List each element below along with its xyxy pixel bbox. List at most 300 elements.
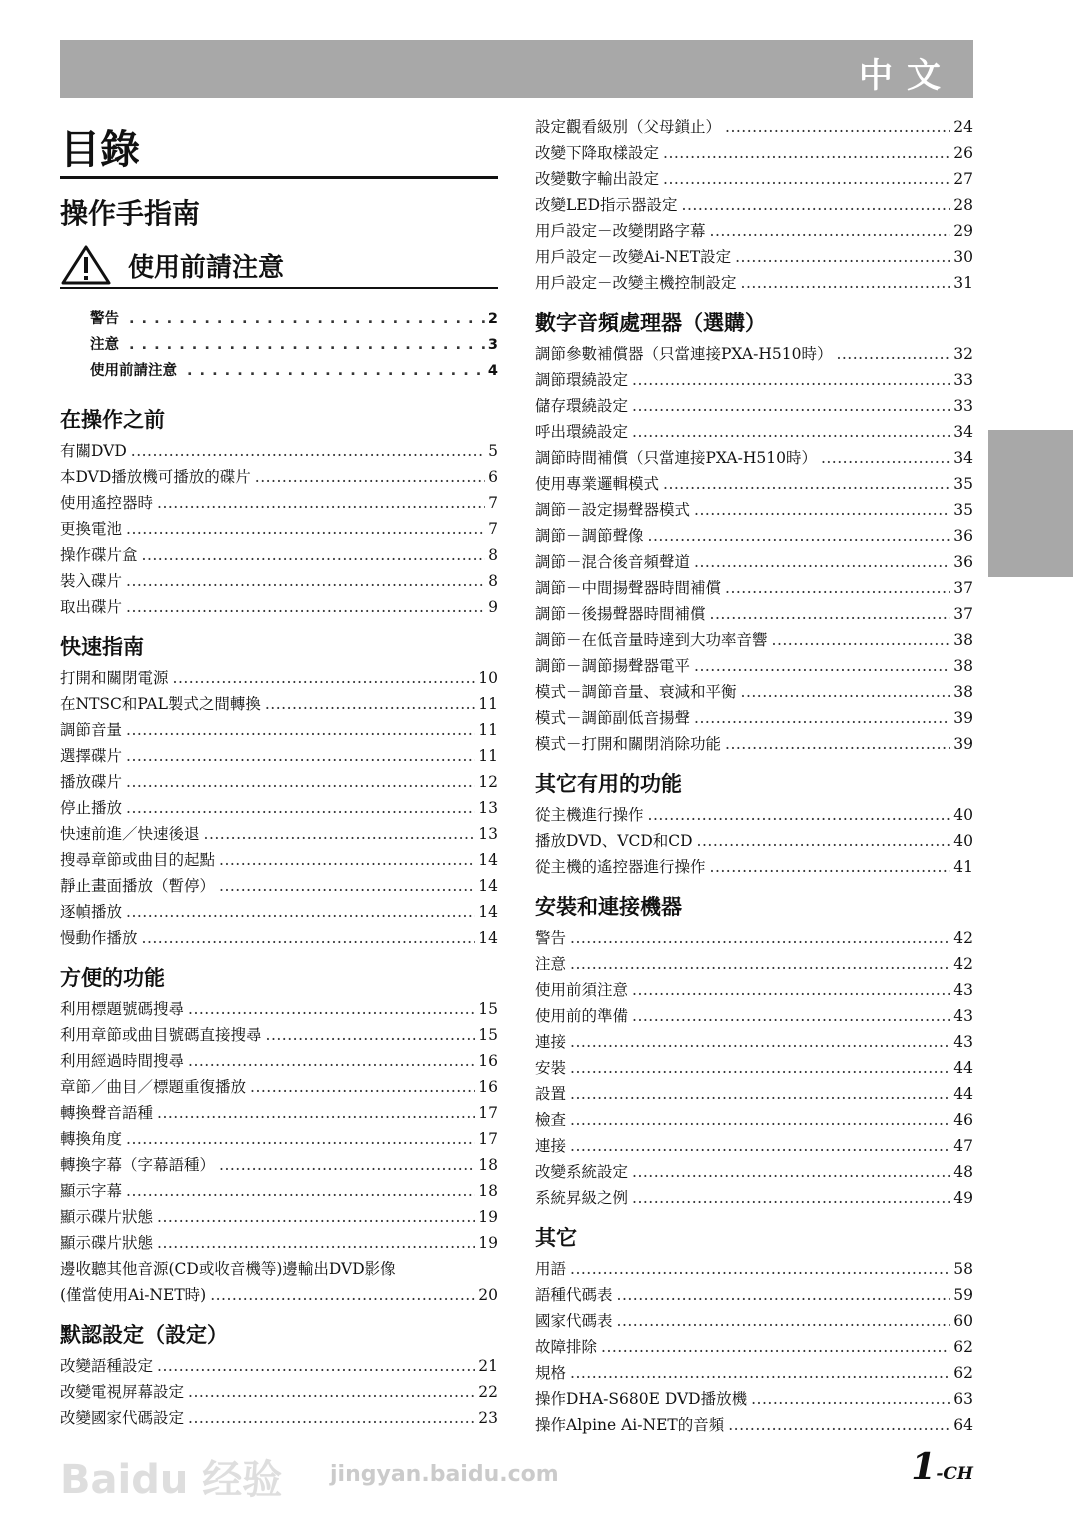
toc-entry[interactable]: 邊收聽其他音源(CD或收音機等)邊輸出DVD影像 bbox=[60, 1260, 396, 1278]
toc-entry[interactable] bbox=[60, 307, 498, 333]
toc-entry-page: 8 bbox=[488, 572, 498, 590]
toc-entry[interactable] bbox=[60, 691, 498, 717]
toc-entry-page: 33 bbox=[953, 397, 973, 415]
toc-entry-label: 從主機的遙控器進行操作 bbox=[535, 858, 706, 876]
toc-entry-page: 10 bbox=[478, 669, 498, 687]
dot-leader bbox=[131, 438, 485, 464]
toc-entry-label: 利用經過時間搜尋 bbox=[60, 1052, 185, 1070]
toc-entry-label: 用戶設定－改變閉路字幕 bbox=[535, 222, 706, 240]
toc-entry-label: 用戶設定－改變主機控制設定 bbox=[535, 274, 737, 292]
toc-entry[interactable] bbox=[60, 542, 498, 568]
toc-entry-page: 2 bbox=[487, 311, 498, 327]
toc-entry-label: 調節－中間揚聲器時間補償 bbox=[535, 579, 722, 597]
toc-entry-label: 注意 bbox=[535, 955, 567, 973]
page-title: 目錄 bbox=[60, 127, 140, 173]
toc-entry-page: 34 bbox=[953, 449, 973, 467]
toc-entry-page: 13 bbox=[478, 799, 498, 817]
toc-entry-page: 46 bbox=[953, 1111, 973, 1129]
toc-entry-page: 38 bbox=[953, 683, 973, 701]
toc-entry-label: 操作Alpine Ai-NET的音頻 bbox=[535, 1416, 725, 1434]
toc-entry[interactable] bbox=[60, 873, 498, 899]
toc-entry[interactable] bbox=[60, 1230, 498, 1256]
dot-leader bbox=[735, 244, 950, 270]
toc-section-heading: 默認設定（設定） bbox=[60, 1323, 228, 1347]
dot-leader bbox=[710, 854, 951, 880]
toc-entry-label: 本DVD播放機可播放的碟片 bbox=[60, 468, 251, 486]
toc-entry-page: 26 bbox=[953, 144, 973, 162]
warning-heading bbox=[60, 244, 284, 286]
dot-leader bbox=[694, 653, 950, 679]
dot-leader bbox=[188, 1405, 475, 1431]
toc-entry-label: 使用專業邏輯模式 bbox=[535, 475, 660, 493]
dot-leader bbox=[632, 1159, 950, 1185]
dot-leader bbox=[157, 1230, 475, 1256]
toc-entry-label: 用戶設定－改變Ai-NET設定 bbox=[535, 248, 732, 266]
dot-leader bbox=[648, 523, 951, 549]
toc-entry[interactable] bbox=[535, 549, 973, 575]
dot-leader bbox=[836, 341, 950, 367]
dot-leader bbox=[725, 114, 950, 140]
toc-entry[interactable] bbox=[535, 977, 973, 1003]
toc-entry-label: 改變電視屏幕設定 bbox=[60, 1383, 185, 1401]
toc-entry-page: 42 bbox=[953, 955, 973, 973]
divider bbox=[60, 176, 498, 179]
toc-entry-page: 17 bbox=[478, 1104, 498, 1122]
dot-leader bbox=[648, 802, 951, 828]
dot-leader bbox=[682, 192, 951, 218]
toc-entry-label: 警告 bbox=[535, 929, 567, 947]
toc-entry-page: 19 bbox=[478, 1208, 498, 1226]
dot-leader bbox=[617, 1282, 951, 1308]
toc-entry[interactable] bbox=[60, 516, 498, 542]
dot-leader bbox=[663, 166, 950, 192]
toc-entry[interactable] bbox=[535, 1003, 973, 1029]
toc-entry[interactable] bbox=[60, 594, 498, 620]
dot-leader bbox=[250, 1074, 475, 1100]
dot-leader bbox=[126, 594, 485, 620]
toc-entry[interactable] bbox=[535, 705, 973, 731]
toc-entry-page: 14 bbox=[478, 903, 498, 921]
toc-entry-page: 15 bbox=[478, 1000, 498, 1018]
toc-entry-page: 40 bbox=[953, 806, 973, 824]
toc-entry[interactable] bbox=[60, 1178, 498, 1204]
dot-leader bbox=[694, 497, 950, 523]
toc-entry-page: 30 bbox=[953, 248, 973, 266]
toc-entry-label: 轉換字幕（字幕語種） bbox=[60, 1156, 216, 1174]
toc-entry-page: 37 bbox=[953, 579, 973, 597]
toc-entry-page: 27 bbox=[953, 170, 973, 188]
toc-entry-label: 使用遙控器時 bbox=[60, 494, 154, 512]
toc-entry[interactable] bbox=[60, 996, 498, 1022]
toc-entry-page: 11 bbox=[478, 695, 498, 713]
dot-leader bbox=[219, 847, 475, 873]
toc-entry[interactable] bbox=[60, 925, 498, 951]
toc-entry-label: 模式－打開和關閉消除功能 bbox=[535, 735, 722, 753]
dot-leader bbox=[126, 769, 475, 795]
toc-entry[interactable] bbox=[535, 1256, 973, 1282]
toc-entry[interactable] bbox=[535, 854, 973, 880]
toc-left-column bbox=[60, 307, 498, 1431]
toc-entry[interactable] bbox=[535, 1308, 973, 1334]
dot-leader bbox=[126, 717, 475, 743]
toc-entry-page: 39 bbox=[953, 709, 973, 727]
toc-entry[interactable] bbox=[535, 445, 973, 471]
page-number-suffix: -CH bbox=[936, 1464, 973, 1484]
dot-leader bbox=[570, 1107, 950, 1133]
toc-entry[interactable] bbox=[60, 821, 498, 847]
toc-entry-label: 調節－混合後音頻聲道 bbox=[535, 553, 691, 571]
toc-entry-label: 儲存環繞設定 bbox=[535, 397, 629, 415]
toc-entry-page: 12 bbox=[478, 773, 498, 791]
toc-entry-label: 打開和關閉電源 bbox=[60, 669, 169, 687]
dot-leader bbox=[772, 627, 951, 653]
toc-entry[interactable] bbox=[60, 464, 498, 490]
toc-entry-page: 28 bbox=[953, 196, 973, 214]
toc-entry[interactable] bbox=[535, 471, 973, 497]
toc-entry-label: 連接 bbox=[535, 1033, 567, 1051]
dot-leader bbox=[751, 1386, 950, 1412]
toc-entry-page: 49 bbox=[953, 1189, 973, 1207]
toc-entry[interactable] bbox=[535, 1029, 973, 1055]
toc-entry[interactable] bbox=[60, 847, 498, 873]
toc-entry-label: 停止播放 bbox=[60, 799, 123, 817]
toc-entry[interactable] bbox=[535, 1133, 973, 1159]
toc-entry-page: 41 bbox=[953, 858, 973, 876]
toc-entry-page: 14 bbox=[478, 929, 498, 947]
toc-entry-page: 14 bbox=[478, 877, 498, 895]
toc-entry[interactable] bbox=[60, 665, 498, 691]
toc-section-heading: 其它 bbox=[535, 1226, 577, 1250]
toc-entry-page: 11 bbox=[478, 721, 498, 739]
dot-leader bbox=[126, 743, 475, 769]
toc-entry-page: 24 bbox=[953, 118, 973, 136]
toc-entry[interactable] bbox=[535, 367, 973, 393]
toc-entry-label: 安裝 bbox=[535, 1059, 567, 1077]
toc-entry[interactable] bbox=[535, 1282, 973, 1308]
toc-entry-label: 改變下降取樣設定 bbox=[535, 144, 660, 162]
toc-entry[interactable] bbox=[535, 523, 973, 549]
toc-entry[interactable] bbox=[60, 1022, 498, 1048]
toc-entry-page: 43 bbox=[953, 1007, 973, 1025]
toc-entry[interactable] bbox=[60, 1282, 498, 1308]
dot-leader bbox=[570, 1029, 950, 1055]
toc-entry-page: 38 bbox=[953, 631, 973, 649]
dot-leader bbox=[694, 549, 950, 575]
toc-entry-label: 慢動作播放 bbox=[60, 929, 138, 947]
toc-entry-page: 59 bbox=[953, 1286, 973, 1304]
toc-entry-label: 操作DHA-S680E DVD播放機 bbox=[535, 1390, 748, 1408]
toc-entry[interactable] bbox=[535, 1386, 973, 1412]
toc-entry-page: 22 bbox=[478, 1383, 498, 1401]
toc-entry-label: 裝入碟片 bbox=[60, 572, 123, 590]
toc-entry[interactable] bbox=[535, 192, 973, 218]
toc-entry-page: 43 bbox=[953, 1033, 973, 1051]
toc-entry[interactable] bbox=[60, 1048, 498, 1074]
toc-entry-label: 調節－調節聲像 bbox=[535, 527, 644, 545]
toc-entry-label: 轉換角度 bbox=[60, 1130, 123, 1148]
toc-entry-label: 改變數字輸出設定 bbox=[535, 170, 660, 188]
language-banner bbox=[60, 40, 973, 98]
toc-entry-label: 從主機進行操作 bbox=[535, 806, 644, 824]
toc-entry-label: 調節－調節揚聲器電平 bbox=[535, 657, 691, 675]
toc-entry-page: 44 bbox=[953, 1059, 973, 1077]
dot-leader bbox=[632, 1185, 950, 1211]
toc-entry-label: 檢查 bbox=[535, 1111, 567, 1129]
toc-entry[interactable] bbox=[535, 627, 973, 653]
toc-entry-label: 顯示碟片狀態 bbox=[60, 1234, 154, 1252]
toc-entry-label: 故障排除 bbox=[535, 1338, 598, 1356]
toc-entry-label: 改變國家代碼設定 bbox=[60, 1409, 185, 1427]
toc-entry-page: 47 bbox=[953, 1137, 973, 1155]
toc-entry-label: 調節音量 bbox=[60, 721, 123, 739]
toc-entry-page: 38 bbox=[953, 657, 973, 675]
dot-leader bbox=[142, 925, 476, 951]
toc-entry[interactable] bbox=[535, 497, 973, 523]
dot-leader bbox=[694, 705, 950, 731]
warning-icon bbox=[60, 244, 112, 286]
toc-entry-label: 調節－後揚聲器時間補償 bbox=[535, 605, 706, 623]
toc-entry-page: 20 bbox=[478, 1286, 498, 1304]
dot-leader bbox=[126, 1178, 475, 1204]
toc-entry-page: 62 bbox=[953, 1338, 973, 1356]
toc-entry-page: 36 bbox=[953, 553, 973, 571]
toc-entry-label: 利用標題號碼搜尋 bbox=[60, 1000, 185, 1018]
toc-entry-label: 利用章節或曲目號碼直接搜尋 bbox=[60, 1026, 262, 1044]
toc-entry-label: 模式－調節音量、衰減和平衡 bbox=[535, 683, 737, 701]
toc-right-column bbox=[535, 114, 973, 1438]
dot-leader bbox=[157, 490, 485, 516]
dot-leader bbox=[710, 601, 951, 627]
dot-leader bbox=[710, 218, 951, 244]
toc-entry-label: 靜止畫面播放（暫停） bbox=[60, 877, 216, 895]
toc-entry[interactable] bbox=[535, 1334, 973, 1360]
dot-leader bbox=[663, 471, 950, 497]
dot-leader bbox=[821, 445, 950, 471]
toc-entry-label: 警告 bbox=[90, 311, 119, 327]
toc-entry[interactable] bbox=[535, 114, 973, 140]
toc-entry-label: 更換電池 bbox=[60, 520, 123, 538]
toc-entry-page: 11 bbox=[478, 747, 498, 765]
toc-entry[interactable] bbox=[60, 1152, 498, 1178]
toc-entry-page: 33 bbox=[953, 371, 973, 389]
toc-entry-page: 6 bbox=[488, 468, 498, 486]
dot-leader bbox=[188, 1048, 475, 1074]
toc-entry-page: 40 bbox=[953, 832, 973, 850]
toc-entry-label: 調節－設定揚聲器模式 bbox=[535, 501, 691, 519]
toc-entry[interactable] bbox=[535, 270, 973, 296]
toc-section-heading: 數字音頻處理器（選購） bbox=[535, 311, 766, 335]
toc-entry[interactable] bbox=[60, 769, 498, 795]
toc-entry-page: 31 bbox=[953, 274, 973, 292]
toc-entry-page: 44 bbox=[953, 1085, 973, 1103]
toc-entry[interactable] bbox=[60, 1405, 498, 1431]
toc-entry-page: 5 bbox=[488, 442, 498, 460]
dot-leader bbox=[265, 691, 475, 717]
toc-entry-page: 9 bbox=[488, 598, 498, 616]
toc-entry-page: 35 bbox=[953, 475, 973, 493]
toc-entry-page: 8 bbox=[488, 546, 498, 564]
toc-entry[interactable] bbox=[535, 218, 973, 244]
toc-section-heading: 快速指南 bbox=[60, 635, 144, 659]
toc-entry-page: 43 bbox=[953, 981, 973, 999]
toc-entry-label: 設置 bbox=[535, 1085, 567, 1103]
toc-entry-label: 取出碟片 bbox=[60, 598, 123, 616]
toc-entry[interactable] bbox=[535, 653, 973, 679]
toc-entry-page: 37 bbox=[953, 605, 973, 623]
dot-leader bbox=[570, 1256, 950, 1282]
toc-entry[interactable] bbox=[535, 601, 973, 627]
toc-entry[interactable] bbox=[60, 359, 498, 385]
toc-entry[interactable] bbox=[60, 1379, 498, 1405]
toc-entry[interactable] bbox=[535, 1360, 973, 1386]
toc-entry-page: 3 bbox=[487, 337, 498, 353]
toc-entry-page: 63 bbox=[953, 1390, 973, 1408]
toc-entry[interactable] bbox=[60, 899, 498, 925]
toc-entry-label: 調節時間補償（只當連接PXA-H510時） bbox=[535, 449, 817, 467]
divider bbox=[60, 287, 498, 289]
toc-entry-page: 64 bbox=[953, 1416, 973, 1434]
toc-entry[interactable] bbox=[535, 166, 973, 192]
toc-entry-page: 16 bbox=[478, 1052, 498, 1070]
toc-entry[interactable] bbox=[535, 1185, 973, 1211]
dot-leader bbox=[570, 1360, 950, 1386]
language-label: 中文 bbox=[859, 56, 955, 96]
toc-entry-page: 29 bbox=[953, 222, 973, 240]
toc-entry[interactable] bbox=[535, 140, 973, 166]
toc-entry-label: 使用前的準備 bbox=[535, 1007, 629, 1025]
toc-entry-label: 在NTSC和PAL製式之間轉換 bbox=[60, 695, 261, 713]
dot-leader bbox=[570, 1133, 950, 1159]
toc-entry-page: 13 bbox=[478, 825, 498, 843]
toc-entry[interactable] bbox=[60, 333, 498, 359]
toc-entry-page: 17 bbox=[478, 1130, 498, 1148]
toc-entry[interactable] bbox=[60, 490, 498, 516]
toc-entry[interactable] bbox=[60, 717, 498, 743]
toc-entry-page: 18 bbox=[478, 1156, 498, 1174]
toc-entry-label: 逐幀播放 bbox=[60, 903, 123, 921]
toc-entry-page: 18 bbox=[478, 1182, 498, 1200]
toc-entry[interactable] bbox=[535, 341, 973, 367]
toc-entry[interactable] bbox=[60, 743, 498, 769]
toc-entry[interactable] bbox=[535, 1081, 973, 1107]
dot-leader bbox=[126, 516, 485, 542]
dot-leader bbox=[741, 270, 951, 296]
dot-leader bbox=[632, 1003, 950, 1029]
toc-entry-page: 23 bbox=[478, 1409, 498, 1427]
toc-entry[interactable] bbox=[60, 1204, 498, 1230]
dot-leader bbox=[187, 363, 485, 379]
toc-entry-label: (僅當使用Ai-NET時) bbox=[60, 1286, 207, 1304]
toc-entry-label: 呼出環繞設定 bbox=[535, 423, 629, 441]
dot-leader bbox=[219, 873, 475, 899]
toc-section-heading: 安裝和連接機器 bbox=[535, 895, 682, 919]
toc-entry[interactable] bbox=[535, 419, 973, 445]
dot-leader bbox=[632, 367, 950, 393]
toc-entry[interactable] bbox=[60, 1074, 498, 1100]
toc-entry[interactable] bbox=[535, 802, 973, 828]
toc-entry[interactable] bbox=[535, 244, 973, 270]
dot-leader bbox=[126, 899, 475, 925]
toc-entry-label: 語種代碼表 bbox=[535, 1286, 613, 1304]
toc-entry-label: 規格 bbox=[535, 1364, 567, 1382]
toc-entry-label: 使用前須注意 bbox=[535, 981, 629, 999]
toc-entry[interactable] bbox=[60, 1100, 498, 1126]
toc-entry-page: 62 bbox=[953, 1364, 973, 1382]
toc-entry-label: 改變語種設定 bbox=[60, 1357, 154, 1375]
toc-entry-label: 轉換聲音語種 bbox=[60, 1104, 154, 1122]
toc-entry-label: 操作碟片盒 bbox=[60, 546, 138, 564]
toc-entry[interactable] bbox=[535, 731, 973, 757]
dot-leader bbox=[266, 1022, 476, 1048]
toc-entry-page: 19 bbox=[478, 1234, 498, 1252]
toc-section-heading: 方便的功能 bbox=[60, 966, 165, 990]
toc-entry-label: 有關DVD bbox=[60, 442, 127, 460]
toc-entry-page: 35 bbox=[953, 501, 973, 519]
toc-entry[interactable] bbox=[535, 393, 973, 419]
toc-entry-label: 顯示字幕 bbox=[60, 1182, 123, 1200]
toc-entry[interactable] bbox=[535, 1107, 973, 1133]
dot-leader bbox=[632, 419, 950, 445]
toc-entry[interactable] bbox=[535, 1159, 973, 1185]
dot-leader bbox=[126, 568, 485, 594]
toc-entry-page: 14 bbox=[478, 851, 498, 869]
toc-entry-page: 7 bbox=[488, 494, 498, 512]
dot-leader bbox=[157, 1100, 475, 1126]
toc-entry[interactable] bbox=[60, 1126, 498, 1152]
toc-entry-label: 顯示碟片狀態 bbox=[60, 1208, 154, 1226]
toc-entry-label: 播放DVD、VCD和CD bbox=[535, 832, 693, 850]
dot-leader bbox=[663, 140, 950, 166]
toc-entry-label: 調節－在低音量時達到大功率音響 bbox=[535, 631, 768, 649]
dot-leader bbox=[157, 1204, 475, 1230]
dot-leader bbox=[725, 575, 950, 601]
toc-entry-page: 21 bbox=[478, 1357, 498, 1375]
dot-leader bbox=[129, 311, 485, 327]
section-title: 操作手指南 bbox=[60, 197, 201, 230]
toc-entry[interactable] bbox=[535, 925, 973, 951]
dot-leader bbox=[210, 1282, 475, 1308]
toc-entry[interactable] bbox=[535, 575, 973, 601]
page-number-value: 1 bbox=[911, 1446, 937, 1488]
dot-leader bbox=[173, 665, 476, 691]
toc-entry-label: 注意 bbox=[90, 337, 119, 353]
page-number bbox=[911, 1446, 973, 1488]
toc-entry-label: 章節／曲目／標題重復播放 bbox=[60, 1078, 247, 1096]
toc-entry[interactable] bbox=[535, 951, 973, 977]
toc-entry[interactable] bbox=[60, 1353, 498, 1379]
toc-entry[interactable] bbox=[60, 438, 498, 464]
toc-entry-label: 系統昇級之例 bbox=[535, 1189, 629, 1207]
toc-entry-page: 7 bbox=[488, 520, 498, 538]
toc-entry[interactable] bbox=[60, 795, 498, 821]
dot-leader bbox=[725, 731, 950, 757]
toc-entry-page: 48 bbox=[953, 1163, 973, 1181]
toc-entry-page: 16 bbox=[478, 1078, 498, 1096]
dot-leader bbox=[157, 1353, 475, 1379]
warning-heading-text: 使用前請注意 bbox=[128, 252, 285, 283]
toc-entry[interactable] bbox=[535, 1412, 973, 1438]
dot-leader bbox=[570, 951, 950, 977]
dot-leader bbox=[632, 393, 950, 419]
toc-entry[interactable] bbox=[535, 828, 973, 854]
dot-leader bbox=[126, 1126, 475, 1152]
toc-entry-label: 模式－調節副低音揚聲 bbox=[535, 709, 691, 727]
toc-entry[interactable] bbox=[535, 679, 973, 705]
toc-entry[interactable] bbox=[60, 568, 498, 594]
toc-entry[interactable] bbox=[535, 1055, 973, 1081]
dot-leader bbox=[570, 1081, 950, 1107]
toc-entry-label: 改變系統設定 bbox=[535, 1163, 629, 1181]
